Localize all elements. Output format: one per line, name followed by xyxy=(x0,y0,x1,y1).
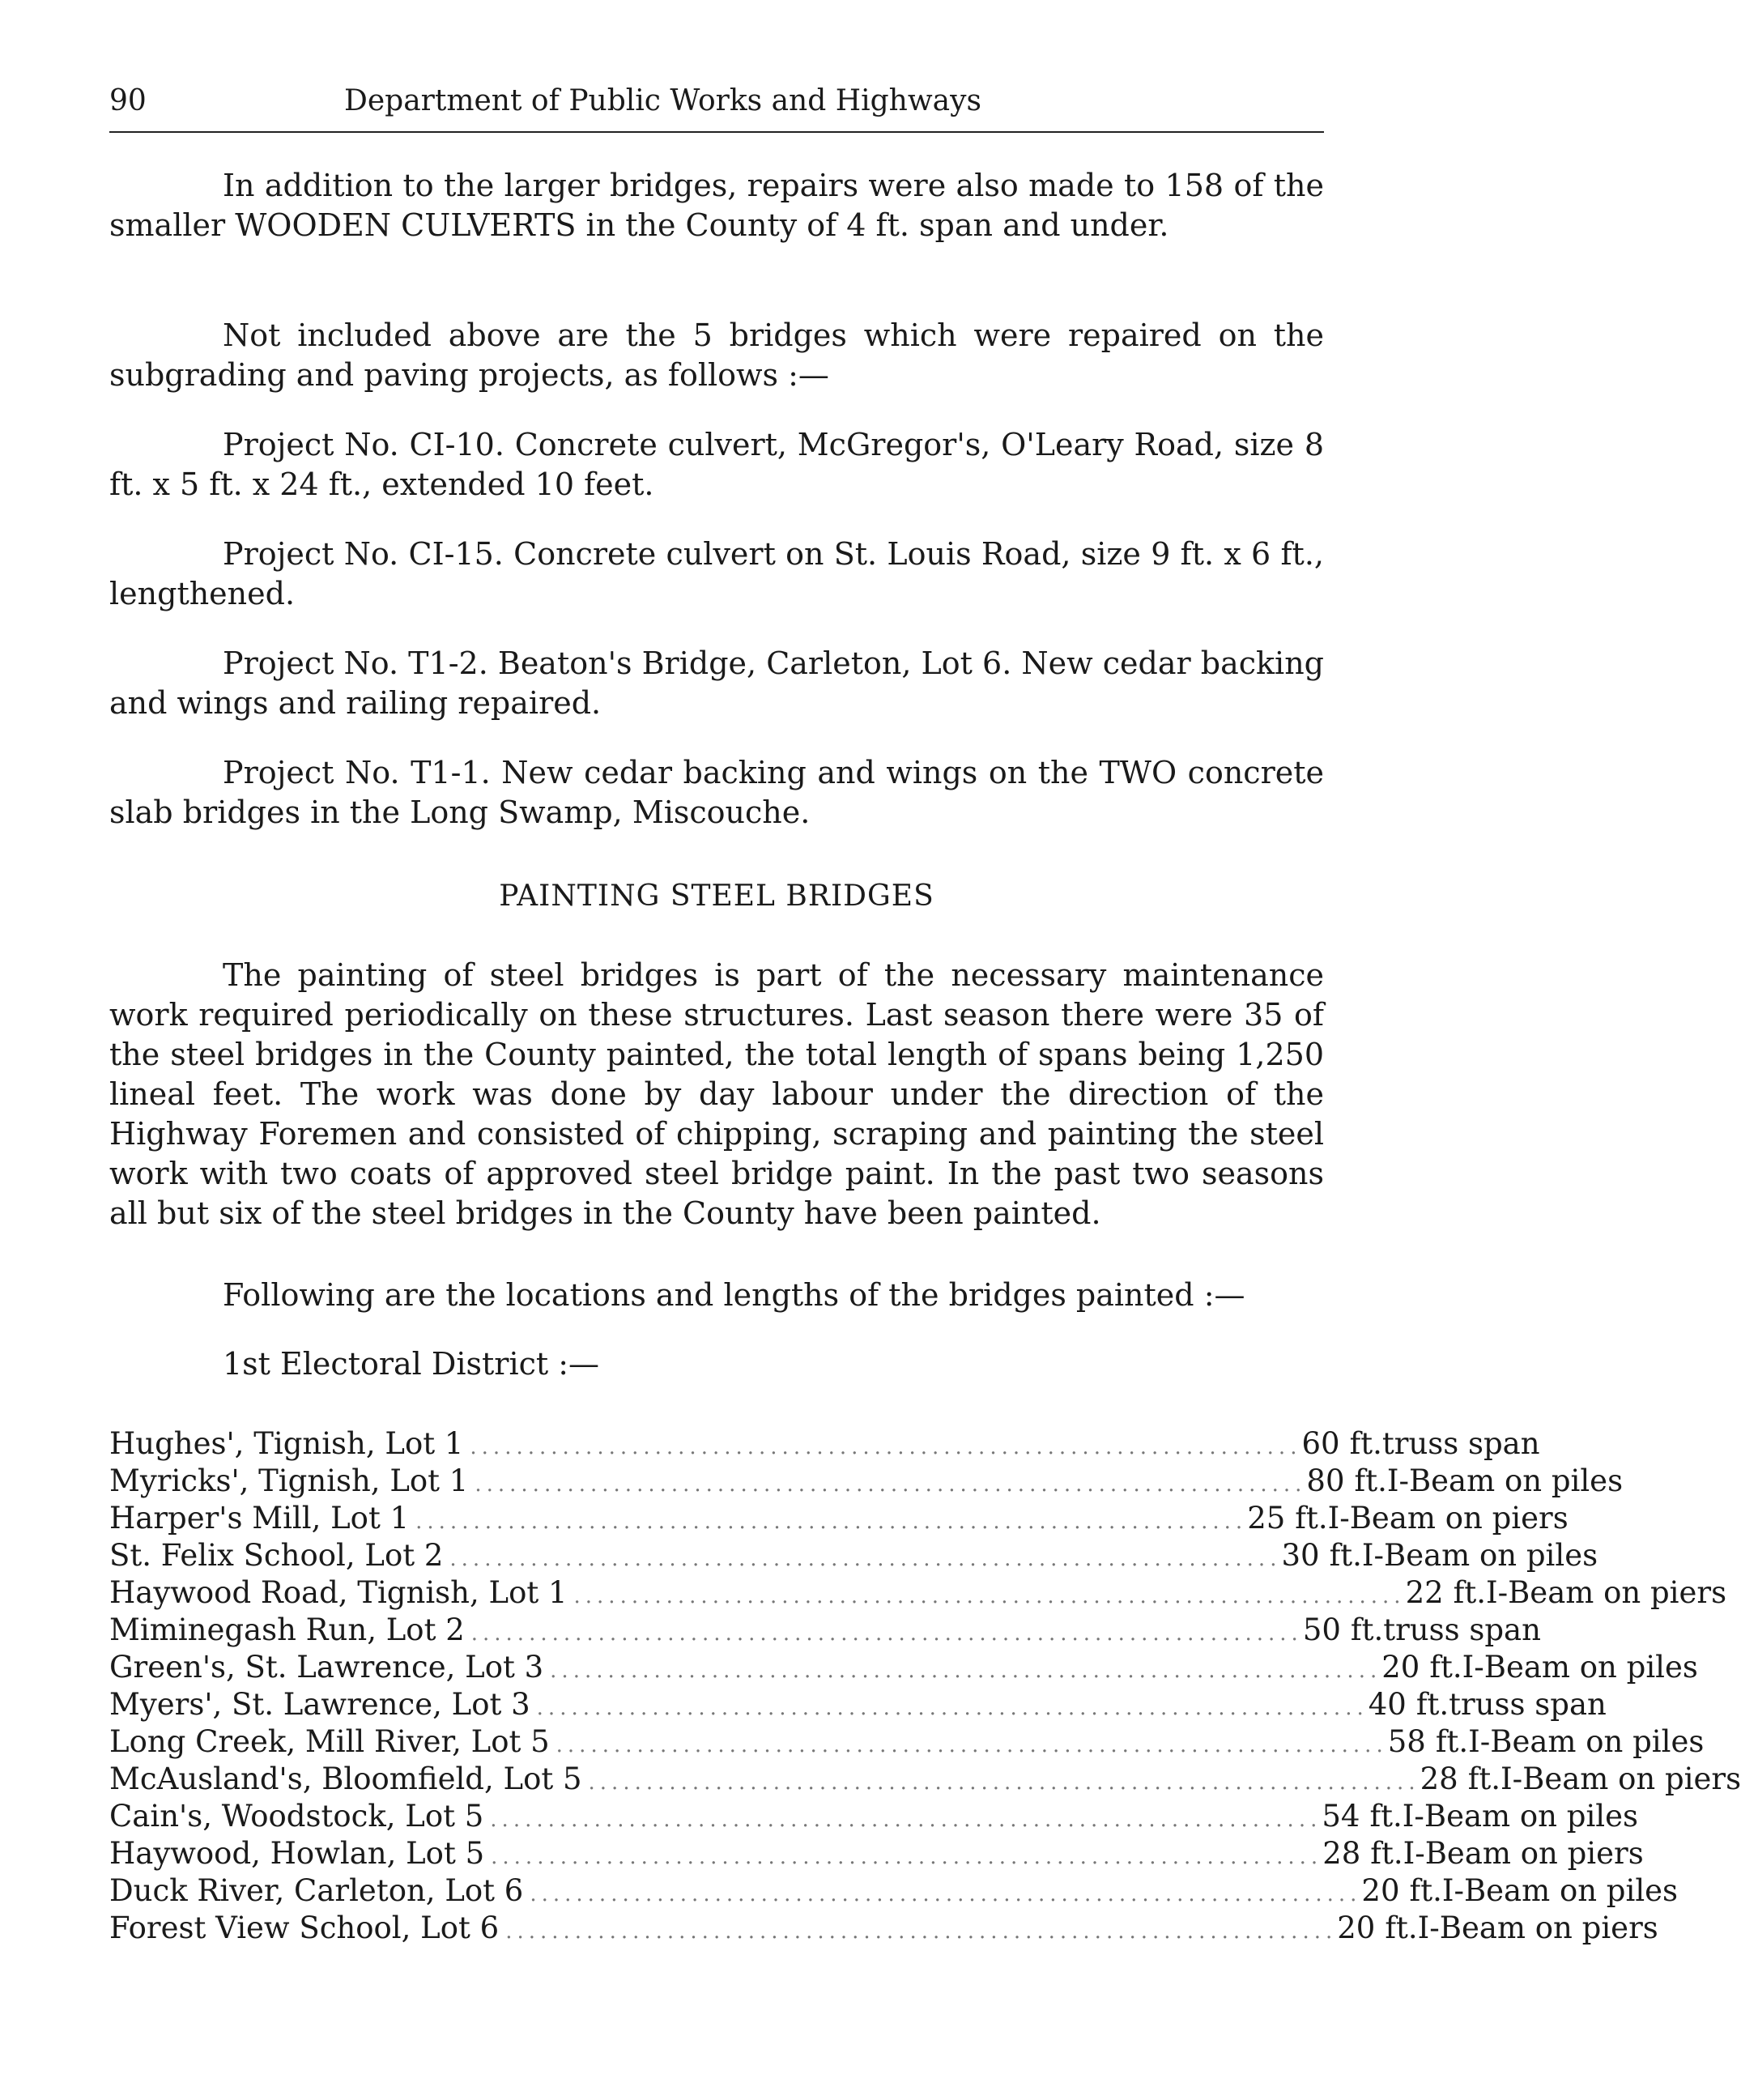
bridge-type: I-Beam on piles xyxy=(1386,1463,1624,1498)
bridge-location: Cain's, Woodstock, Lot 5 xyxy=(109,1799,484,1834)
dot-leader: ........................................................................ xyxy=(530,1882,1362,1906)
length-unit: ft. xyxy=(1453,1575,1486,1610)
dot-leader: ........................................................................ xyxy=(536,1696,1369,1720)
bridge-length: 28 xyxy=(1420,1761,1458,1796)
bridge-length: 30 xyxy=(1281,1538,1320,1573)
bridge-length: 20 xyxy=(1361,1873,1400,1908)
bridge-length: 60 xyxy=(1301,1426,1340,1461)
bridge-row xyxy=(109,1612,1541,1649)
header-rule xyxy=(109,131,1324,133)
bridge-type: I-Beam on piles xyxy=(1361,1538,1598,1573)
paragraph-painting-steel: The painting of steel bridges is part of the necessary maintenance work required periodically on these structures. Last season there were 35 of the steel bridges in the County painted, the total length of spans being 1,250 lineal feet. The work was done by day labour under the direction of the Highway Foremen and consisted of chipping, scraping and painting the steel work with two coats of approved steel bridge paint. In the past two seasons all but six of the steel bridges in the County have been painted. xyxy=(109,957,1324,1231)
bridge-type: I-Beam on piles xyxy=(1462,1650,1698,1685)
bridge-type: truss span xyxy=(1383,1612,1541,1647)
bridge-type: truss span xyxy=(1381,1426,1540,1461)
bridge-location: St. Felix School, Lot 2 xyxy=(109,1538,444,1573)
paragraph-project-t1-1: Project No. T1-1. New cedar backing and wings on the TWO concrete slab bridges in the Long Swamp, Miscouche. xyxy=(109,755,1324,830)
length-unit: ft. xyxy=(1467,1761,1501,1796)
bridge-length: 28 xyxy=(1322,1836,1361,1871)
length-unit: ft. xyxy=(1350,1612,1384,1647)
length-unit: ft. xyxy=(1354,1463,1387,1498)
bridge-length: 50 xyxy=(1302,1612,1341,1647)
dot-leader: ........................................................................ xyxy=(475,1472,1307,1497)
bridge-location: Long Creek, Mill River, Lot 5 xyxy=(109,1724,550,1759)
bridge-row xyxy=(109,1686,1607,1723)
bridge-location: Hughes', Tignish, Lot 1 xyxy=(109,1426,464,1461)
bridge-length: 40 xyxy=(1368,1687,1407,1722)
paragraph-following: Following are the locations and lengths of the bridges painted :— xyxy=(223,1277,1245,1313)
bridge-row xyxy=(109,1425,1540,1463)
bridge-length: 80 xyxy=(1306,1463,1345,1498)
bridge-row xyxy=(109,1649,1698,1686)
bridge-length: 58 xyxy=(1387,1724,1426,1759)
bridge-row xyxy=(109,1463,1624,1500)
district-heading: 1st Electoral District :— xyxy=(223,1346,600,1382)
bridge-length: 54 xyxy=(1322,1799,1360,1834)
page-number: 90 xyxy=(109,84,147,117)
length-unit: ft. xyxy=(1369,1799,1403,1834)
dot-leader: ........................................................................ xyxy=(588,1770,1420,1795)
bridge-type: I-Beam on piers xyxy=(1486,1575,1727,1610)
length-unit: ft. xyxy=(1370,1836,1403,1871)
bridge-length: 20 xyxy=(1381,1650,1420,1685)
length-unit: ft. xyxy=(1329,1538,1362,1573)
bridge-location: Green's, St. Lawrence, Lot 3 xyxy=(109,1650,544,1685)
bridge-row xyxy=(109,1798,1638,1835)
page-title: Department of Public Works and Highways xyxy=(344,84,981,117)
dot-leader: ........................................................................ xyxy=(470,1435,1302,1459)
bridge-location: Harper's Mill, Lot 1 xyxy=(109,1501,410,1536)
paragraph-project-ci-10: Project No. CI-10. Concrete culvert, McGregor's, O'Leary Road, size 8 ft. x 5 ft. x 24 ft., extended 10 feet. xyxy=(109,427,1324,502)
dot-leader: ........................................................................ xyxy=(550,1659,1382,1683)
dot-leader: ........................................................................ xyxy=(415,1510,1248,1534)
bridge-type: I-Beam on piers xyxy=(1327,1501,1569,1536)
bridge-row xyxy=(109,1500,1569,1537)
paragraph-project-t1-2: Project No. T1-2. Beaton's Bridge, Carleton, Lot 6. New cedar backing and wings and railing repaired. xyxy=(109,645,1324,721)
paragraph-not-included: Not included above are the 5 bridges which were repaired on the subgrading and paving projects, as follows :— xyxy=(109,317,1324,393)
bridge-location: Myricks', Tignish, Lot 1 xyxy=(109,1463,469,1498)
bridge-row xyxy=(109,1723,1705,1761)
length-unit: ft. xyxy=(1349,1426,1382,1461)
bridge-type: I-Beam on piles xyxy=(1441,1873,1679,1908)
dot-leader: ........................................................................ xyxy=(449,1547,1282,1571)
bridge-type: I-Beam on piers xyxy=(1417,1910,1658,1945)
bridge-list xyxy=(109,1425,1741,1947)
bridge-type: I-Beam on piers xyxy=(1403,1836,1644,1871)
bridge-location: Myers', St. Lawrence, Lot 3 xyxy=(109,1687,530,1722)
length-unit: ft. xyxy=(1385,1910,1418,1945)
bridge-type: truss span xyxy=(1449,1687,1607,1722)
bridge-row xyxy=(109,1835,1644,1872)
bridge-location: McAusland's, Bloomfield, Lot 5 xyxy=(109,1761,582,1796)
bridge-location: Miminegash Run, Lot 2 xyxy=(109,1612,465,1647)
length-unit: ft. xyxy=(1435,1724,1469,1759)
bridge-length: 20 xyxy=(1337,1910,1376,1945)
dot-leader: ........................................................................ xyxy=(470,1621,1303,1646)
bridge-length: 22 xyxy=(1405,1575,1444,1610)
dot-leader: ........................................................................ xyxy=(505,1919,1338,1944)
dot-leader: ........................................................................ xyxy=(491,1845,1323,1869)
bridge-row xyxy=(109,1574,1727,1612)
bridge-length: 25 xyxy=(1247,1501,1286,1536)
bridge-location: Haywood, Howlan, Lot 5 xyxy=(109,1836,485,1871)
length-unit: ft. xyxy=(1415,1687,1449,1722)
dot-leader: ........................................................................ xyxy=(556,1733,1388,1757)
bridge-location: Haywood Road, Tignish, Lot 1 xyxy=(109,1575,568,1610)
bridge-type: I-Beam on piles xyxy=(1468,1724,1705,1759)
paragraph-wooden-culverts: In addition to the larger bridges, repairs were also made to 158 of the smaller WOODEN CULVERTS in the County of 4 ft. span and under. xyxy=(109,168,1324,243)
section-heading: PAINTING STEEL BRIDGES xyxy=(499,880,934,913)
dot-leader: ........................................................................ xyxy=(573,1584,1406,1608)
bridge-row xyxy=(109,1537,1598,1574)
paragraph-project-ci-15: Project No. CI-15. Concrete culvert on St. Louis Road, size 9 ft. x 6 ft., lengthened. xyxy=(109,536,1324,611)
length-unit: ft. xyxy=(1295,1501,1328,1536)
bridge-type: I-Beam on piers xyxy=(1500,1761,1741,1796)
length-unit: ft. xyxy=(1429,1650,1462,1685)
dot-leader: ........................................................................ xyxy=(490,1808,1322,1832)
length-unit: ft. xyxy=(1409,1873,1442,1908)
bridge-type: I-Beam on piles xyxy=(1402,1799,1638,1834)
bridge-row xyxy=(109,1872,1679,1910)
bridge-location: Forest View School, Lot 6 xyxy=(109,1910,500,1945)
bridge-row xyxy=(109,1910,1658,1947)
bridge-location: Duck River, Carleton, Lot 6 xyxy=(109,1873,524,1908)
bridge-row xyxy=(109,1761,1741,1798)
